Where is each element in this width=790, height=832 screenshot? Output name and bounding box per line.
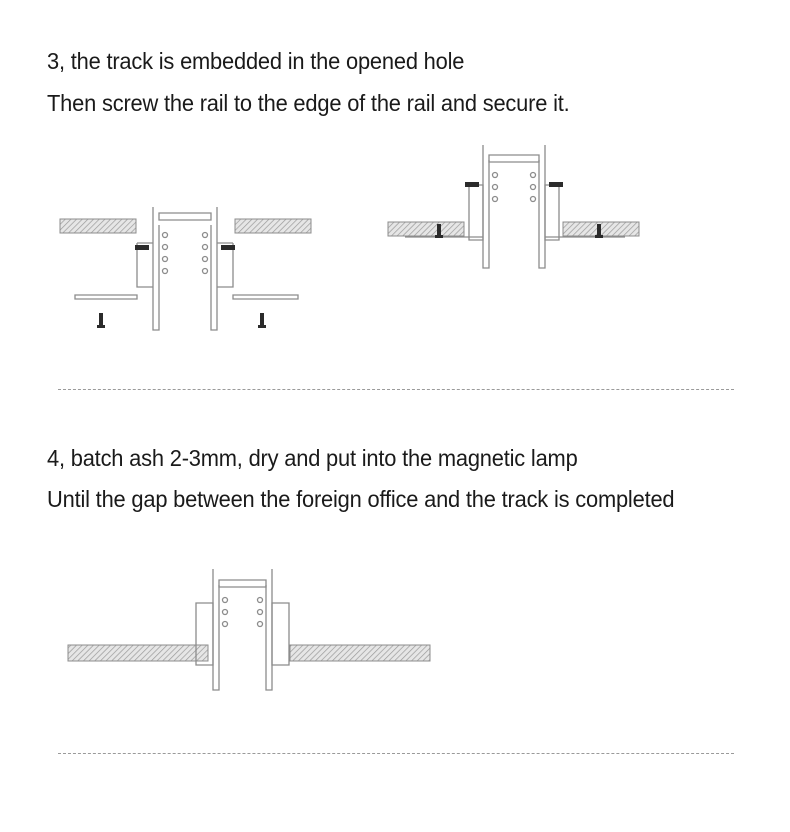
track-profile bbox=[405, 145, 625, 268]
ceiling-board-left bbox=[60, 219, 136, 233]
step4-description: Until the gap between the foreign office and the track is completed bbox=[47, 486, 675, 512]
diagram-track-insertion bbox=[55, 195, 315, 340]
ceiling-board-left bbox=[388, 222, 464, 236]
section-divider bbox=[58, 389, 734, 390]
magnetic-track-profile bbox=[196, 569, 289, 690]
ceiling-board-right bbox=[235, 219, 311, 233]
step4-title: 4, batch ash 2-3mm, dry and put into the magnetic lamp bbox=[47, 445, 578, 471]
section-divider bbox=[58, 753, 734, 754]
step3-description: Then screw the rail to the edge of the rail and secure it. bbox=[47, 90, 570, 116]
step3-title: 3, the track is embedded in the opened hole bbox=[47, 48, 465, 74]
diagram-track-secured bbox=[385, 140, 645, 275]
ceiling-board-right bbox=[290, 645, 430, 661]
screw-icon bbox=[97, 245, 266, 328]
diagram-finished-magnetic-track bbox=[60, 565, 440, 695]
ceiling-board-left bbox=[68, 645, 208, 661]
